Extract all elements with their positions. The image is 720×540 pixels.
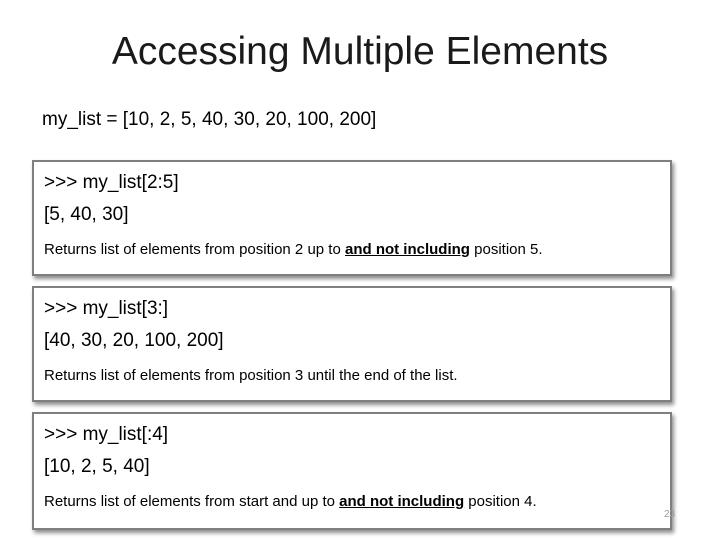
example-box-slice-start-4 — [32, 412, 672, 530]
slide-title: Accessing Multiple Elements — [111, 30, 609, 73]
explanation-note — [44, 491, 537, 513]
note-suffix: position 5. — [469, 241, 543, 258]
explanation-note: Returns list of elements from position 3 until the end of the list. — [44, 367, 458, 384]
result-line: [10, 2, 5, 40] — [44, 456, 150, 477]
note-prefix: Returns list of elements from position 2 up to — [44, 241, 345, 258]
result-line: [40, 30, 20, 100, 200] — [44, 330, 224, 351]
note-emphasis: and not including — [339, 493, 465, 510]
result-line: [5, 40, 30] — [44, 204, 129, 225]
page-number: 23 — [664, 509, 676, 520]
note-suffix: position 4. — [464, 493, 537, 510]
note-emphasis: and not including — [344, 241, 470, 258]
list-definition: my_list = [10, 2, 5, 40, 30, 20, 100, 200] — [42, 109, 377, 130]
code-line: >>> my_list[2:5] — [44, 172, 179, 193]
note-prefix: Returns list of elements from start and up to — [44, 493, 340, 510]
example-box-slice-2-5 — [32, 160, 672, 276]
code-line: >>> my_list[3:] — [44, 298, 169, 319]
code-line: >>> my_list[:4] — [44, 424, 169, 445]
example-box-slice-3-end — [32, 286, 672, 402]
explanation-note — [44, 239, 543, 261]
